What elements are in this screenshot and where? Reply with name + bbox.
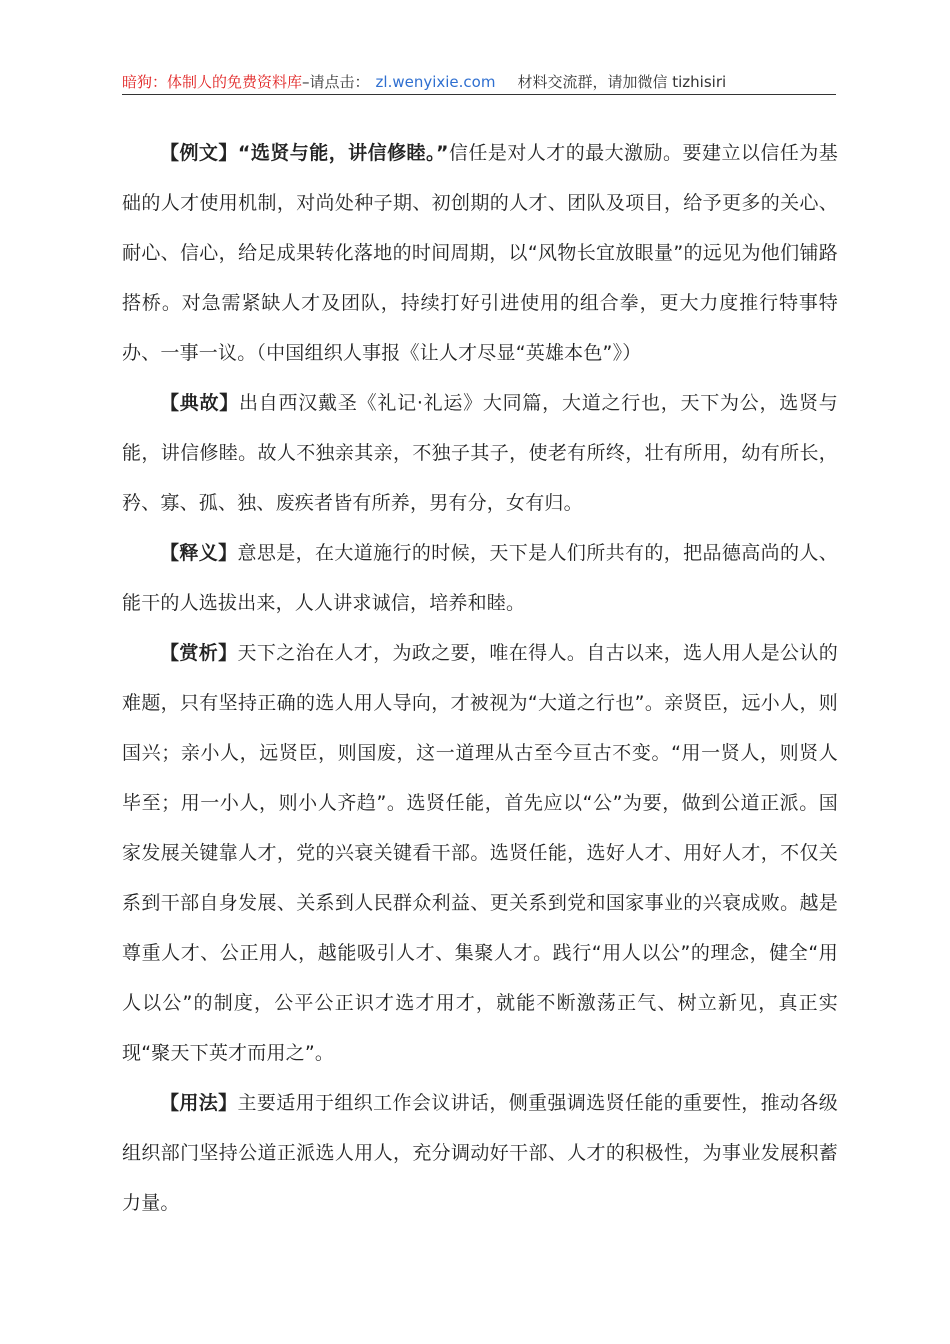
section-text: 天下之治在人才，为政之要，唯在得人。自古以来，选人用人是公认的难题，只有坚持正确的选人用人导向，才被视为“大道之行也”。亲贤臣，远小人，则国兴；亲小人，远贤臣，则国废，这一道理从古至今亘古不变。“用一贤人，则贤人毕至；用一小人，则小人齐趋”。选贤任能，首先应以“公”为要，做到公道正派。国家发展关键靠人才，党的兴衰关键看干部。选贤任能，选好人才、用好人才，不仅关系到干部自身发展、关系到人民群众利益、更关系到党和国家事业的兴衰成败。越是尊重人才、公正用人，越能吸引人才、集聚人才。践行“用人以公”的理念，健全“用人以公”的制度，公平公正识才选才用才，就能不断激荡正气、树立新见，真正实现“聚天下英才而用之”。 — [122, 642, 838, 1064]
document-body — [122, 128, 838, 1228]
header-prompt: –请点击： — [302, 73, 370, 91]
header-brand: 暗狗：体制人的免费资料库 — [122, 73, 303, 91]
paragraph-appreciation — [122, 628, 838, 1078]
section-tag: 【例文】 — [160, 142, 238, 164]
paragraph-allusion — [122, 378, 838, 528]
header-group-info: 材料交流群，请加微信 tizhisiri — [517, 73, 727, 91]
page-header — [122, 72, 836, 95]
section-text: 出自西汉戴圣《礼记·礼运》大同篇，大道之行也，天下为公，选贤与能，讲信修睦。故人不独亲其亲，不独子其子，使老有所终，壮有所用，幼有所长，矜、寡、孤、独、废疾者皆有所养，男有分，女有归。 — [122, 392, 838, 514]
section-text: 信任是对人才的最大激励。要建立以信任为基础的人才使用机制，对尚处种子期、初创期的人才、团队及项目，给予更多的关心、耐心、信心，给足成果转化落地的时间周期，以“风物长宜放眼量”的远见为他们铺路搭桥。对急需紧缺人才及团队，持续打好引进使用的组合拳，更大力度推行特事特办、一事一议。（中国组织人事报《让人才尽显“英雄本色”》） — [122, 142, 838, 364]
header-url-link[interactable]: zl.wenyixie.com — [375, 73, 496, 91]
paragraph-example — [122, 128, 838, 378]
section-text: 意思是，在大道施行的时候，天下是人们所共有的，把品德高尚的人、能干的人选拔出来，人人讲求诚信，培养和睦。 — [122, 542, 838, 614]
paragraph-usage — [122, 1078, 838, 1228]
section-tag: 【赏析】 — [160, 642, 238, 664]
paragraph-meaning — [122, 528, 838, 628]
section-text: 主要适用于组织工作会议讲话，侧重强调选贤任能的重要性，推动各级组织部门坚持公道正派选人用人，充分调动好干部、人才的积极性，为事业发展积蓄力量。 — [122, 1092, 838, 1214]
section-tag: 【典故】 — [160, 392, 240, 414]
section-tag: 【用法】 — [160, 1092, 238, 1114]
example-quote: “选贤与能，讲信修睦。” — [237, 142, 449, 164]
section-tag: 【释义】 — [160, 542, 238, 564]
